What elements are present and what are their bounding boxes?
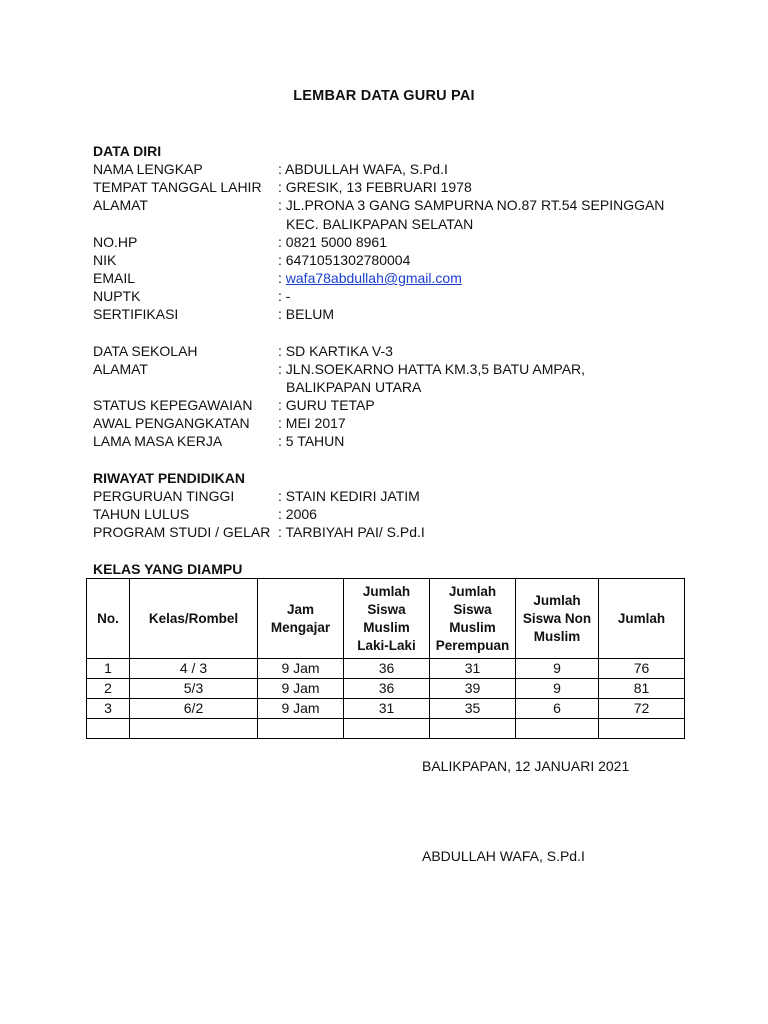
table-cell: 9 Jam <box>258 699 344 719</box>
table-row <box>87 679 685 699</box>
field-value: : JLN.SOEKARNO HATTA KM.3,5 BATU AMPAR, <box>278 361 586 377</box>
field-value: : GURU TETAP <box>278 397 375 413</box>
field-label: NUPTK <box>93 288 141 304</box>
table-cell: 76 <box>599 659 685 679</box>
email-link[interactable]: wafa78abdullah@gmail.com <box>285 270 462 286</box>
table-cell <box>430 719 516 739</box>
field-label: AWAL PENGANGKATAN <box>93 415 250 431</box>
column-header <box>430 579 516 659</box>
field-label: PERGURUAN TINGGI <box>93 488 235 504</box>
column-header-line: No. <box>97 610 119 626</box>
table-cell: 31 <box>344 699 430 719</box>
field-value: : GRESIK, 13 FEBRUARI 1978 <box>278 179 472 195</box>
column-header-line: Kelas/Rombel <box>148 610 239 626</box>
field-label: NAMA LENGKAP <box>93 161 203 177</box>
field-value <box>278 269 462 287</box>
column-header-line: Jumlah <box>533 592 581 608</box>
field-label: DATA SEKOLAH <box>93 343 198 359</box>
field-label: ALAMAT <box>93 197 148 213</box>
column-header-line: Siswa Non <box>522 610 592 626</box>
column-header <box>344 579 430 659</box>
field-value: : 5 TAHUN <box>278 433 345 449</box>
table-cell: 36 <box>344 659 430 679</box>
table-header-row <box>87 579 685 659</box>
field-value: : TARBIYAH PAI/ S.Pd.I <box>278 524 425 540</box>
field-value: : MEI 2017 <box>278 415 346 431</box>
field-alamat-sekolah-continuation: BALIKPAPAN UTARA <box>286 379 422 395</box>
column-header-line: Laki-Laki <box>357 637 416 653</box>
field-label: PROGRAM STUDI / GELAR <box>93 524 271 540</box>
column-header-line: Jumlah <box>617 610 666 626</box>
table-cell <box>516 719 599 739</box>
classes-table <box>86 578 685 739</box>
table-cell <box>87 719 130 739</box>
field-label: SERTIFIKASI <box>93 306 179 322</box>
field-value: : SD KARTIKA V-3 <box>278 343 393 359</box>
column-header <box>87 579 130 659</box>
table-cell: 6/2 <box>130 699 258 719</box>
table-cell: 4 / 3 <box>130 659 258 679</box>
field-label: ALAMAT <box>93 361 148 377</box>
field-alamat-continuation: KEC. BALIKPAPAN SELATAN <box>286 216 474 232</box>
table-cell: 39 <box>430 679 516 699</box>
column-header <box>516 579 599 659</box>
column-header-line: Jumlah <box>448 583 497 599</box>
column-header <box>258 579 344 659</box>
column-header-line: Jumlah <box>362 583 411 599</box>
field-value: : ABDULLAH WAFA, S.Pd.I <box>278 161 448 177</box>
table-row <box>87 699 685 719</box>
signer-name: ABDULLAH WAFA, S.Pd.I <box>422 848 585 864</box>
column-header-line: Jam <box>286 601 315 617</box>
field-label: NO.HP <box>93 234 138 250</box>
column-header-line: Muslim <box>533 628 581 644</box>
column-header <box>599 579 685 659</box>
field-value: : BELUM <box>278 306 335 322</box>
column-header-line: Muslim <box>363 619 410 635</box>
table-cell <box>344 719 430 739</box>
table-cell: 5/3 <box>130 679 258 699</box>
field-label: LAMA MASA KERJA <box>93 433 223 449</box>
table-cell: 36 <box>344 679 430 699</box>
field-value: : JL.PRONA 3 GANG SAMPURNA NO.87 RT.54 SEPINGGAN <box>278 197 665 213</box>
section-heading-riwayat-pendidikan: RIWAYAT PENDIDIKAN <box>93 470 245 486</box>
email-prefix: : <box>278 270 286 286</box>
field-label: STATUS KEPEGAWAIAN <box>93 397 253 413</box>
table-cell: 35 <box>430 699 516 719</box>
table-body <box>87 659 685 739</box>
table-cell: 31 <box>430 659 516 679</box>
section-heading-kelas-yang-diampu: KELAS YANG DIAMPU <box>93 561 243 577</box>
column-header <box>130 579 258 659</box>
table-cell: 9 <box>516 659 599 679</box>
document-title: LEMBAR DATA GURU PAI <box>293 88 475 104</box>
table-cell: 3 <box>87 699 130 719</box>
table-cell: 9 <box>516 679 599 699</box>
column-header-line: Mengajar <box>270 619 331 635</box>
field-label: EMAIL <box>93 270 136 286</box>
place-and-date: BALIKPAPAN, 12 JANUARI 2021 <box>422 758 630 774</box>
column-header-line: Siswa <box>453 601 492 617</box>
column-header-line: Perempuan <box>435 637 510 653</box>
table-cell <box>130 719 258 739</box>
column-header-line: Siswa <box>367 601 406 617</box>
table-cell: 81 <box>599 679 685 699</box>
field-label: TAHUN LULUS <box>93 506 190 522</box>
table-cell: 9 Jam <box>258 679 344 699</box>
table-cell <box>258 719 344 739</box>
section-heading-data-diri: DATA DIRI <box>93 143 162 159</box>
table-cell <box>599 719 685 739</box>
table-row <box>87 659 685 679</box>
table-cell: 9 Jam <box>258 659 344 679</box>
field-value: : 6471051302780004 <box>278 252 411 268</box>
table-cell: 6 <box>516 699 599 719</box>
field-value: : 2006 <box>278 506 317 522</box>
field-value: : 0821 5000 8961 <box>278 234 387 250</box>
table-cell: 2 <box>87 679 130 699</box>
field-value: : STAIN KEDIRI JATIM <box>278 488 420 504</box>
table-cell: 1 <box>87 659 130 679</box>
field-label: TEMPAT TANGGAL LAHIR <box>93 179 262 195</box>
column-header-line: Muslim <box>449 619 496 635</box>
table-row <box>87 719 685 739</box>
field-label: NIK <box>93 252 117 268</box>
field-value: : - <box>278 288 291 304</box>
table-cell: 72 <box>599 699 685 719</box>
